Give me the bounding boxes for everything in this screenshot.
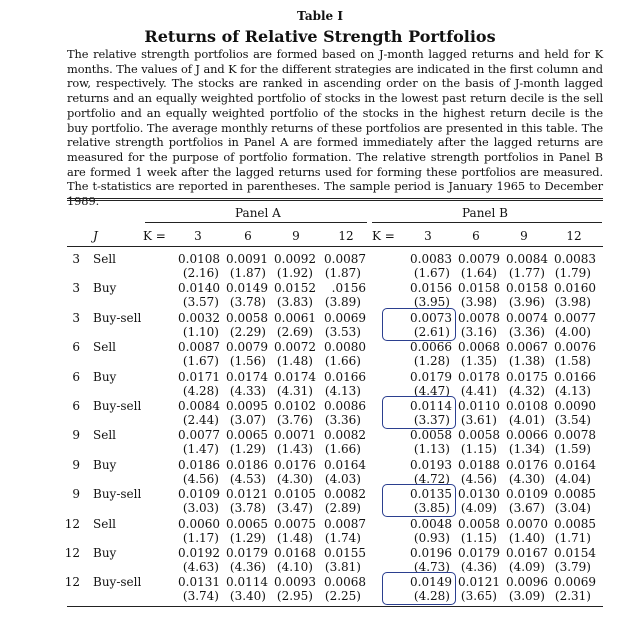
bottom-rule [67, 606, 603, 607]
t-stat-cell: (1.15) [460, 530, 497, 545]
t-stat-cell: (4.63) [182, 560, 219, 574]
row-j: 9 [72, 487, 80, 502]
return-cell: 0.0085 [554, 516, 596, 531]
header-k-value: 9 [520, 229, 528, 243]
t-stat-cell: (2.61) [413, 324, 450, 339]
t-stat-cell: (3.89) [324, 295, 361, 310]
t-stat-cell: (4.33) [229, 383, 266, 398]
return-cell: 0.0076 [554, 340, 596, 355]
t-stat-cell: (1.28) [413, 354, 450, 369]
return-cell: 0.0179 [458, 546, 500, 560]
return-cell: 0.0102 [274, 399, 316, 413]
return-cell: 0.0154 [554, 546, 596, 560]
t-stat-cell: (3.16) [460, 324, 497, 339]
return-cell: 0.0058 [458, 428, 500, 443]
t-stat-cell: (4.10) [276, 560, 313, 574]
return-cell: 0.0061 [274, 310, 316, 325]
t-stat-cell: (1.15) [460, 442, 497, 457]
return-cell: 0.0068 [324, 575, 366, 590]
return-cell: 0.0082 [324, 428, 366, 443]
t-stat-cell: (3.83) [276, 295, 313, 310]
row-label: Buy-sell [93, 575, 142, 590]
return-cell: 0.0083 [410, 252, 452, 266]
return-cell: 0.0164 [324, 457, 366, 472]
return-cell: 0.0069 [324, 310, 366, 325]
row-j: 12 [64, 546, 80, 560]
t-stat-cell: (3.07) [229, 413, 266, 427]
return-cell: 0.0176 [274, 457, 316, 472]
return-cell: 0.0069 [554, 575, 596, 590]
return-cell: 0.0075 [274, 516, 316, 531]
t-stat-cell: (1.35) [460, 354, 497, 369]
t-stat-cell: (4.36) [229, 560, 266, 574]
row-label: Sell [93, 516, 116, 531]
row-label: Buy [93, 457, 117, 472]
return-cell: 0.0074 [506, 310, 548, 325]
return-cell: 0.0110 [458, 399, 500, 413]
row-j: 6 [72, 369, 80, 384]
t-stat-cell: (3.74) [182, 589, 219, 604]
t-stat-cell: (3.79) [554, 560, 591, 574]
return-cell: 0.0179 [410, 369, 452, 384]
return-cell: 0.0186 [226, 457, 268, 472]
t-stat-cell: (3.36) [324, 413, 361, 427]
return-cell: 0.0073 [410, 310, 452, 325]
return-cell: 0.0096 [506, 575, 548, 590]
return-cell: 0.0196 [410, 546, 452, 560]
return-cell: 0.0155 [324, 546, 366, 560]
return-cell: 0.0082 [324, 487, 366, 502]
t-stat-cell: (3.54) [554, 413, 591, 427]
t-stat-cell: (2.44) [182, 413, 219, 427]
highlight-box [382, 484, 456, 517]
t-stat-cell: (3.95) [413, 295, 450, 310]
return-cell: 0.0048 [410, 516, 452, 531]
return-cell: 0.0167 [506, 546, 548, 560]
return-cell: 0.0121 [226, 487, 268, 502]
t-stat-cell: (4.56) [460, 471, 497, 486]
t-stat-cell: (1.48) [276, 354, 313, 369]
return-cell: 0.0179 [226, 546, 268, 560]
return-cell: 0.0114 [226, 575, 268, 590]
return-cell: 0.0160 [554, 281, 596, 296]
panel-b-label: Panel B [462, 206, 508, 220]
highlight-box [382, 572, 456, 605]
return-cell: 0.0085 [554, 487, 596, 502]
t-stat-cell: (4.28) [182, 383, 219, 398]
t-stat-cell: (1.47) [182, 442, 219, 457]
row-label: Buy-sell [93, 310, 142, 325]
return-cell: 0.0171 [178, 369, 220, 384]
return-cell: 0.0065 [226, 516, 268, 531]
return-cell: 0.0149 [410, 575, 452, 590]
panel-a-rule [145, 222, 367, 223]
return-cell: 0.0092 [274, 252, 316, 266]
return-cell: 0.0109 [178, 487, 220, 502]
t-stat-cell: (1.48) [276, 530, 313, 545]
t-stat-cell: (1.64) [460, 266, 497, 280]
header-k-value: 12 [566, 229, 582, 243]
row-label: Buy [93, 546, 117, 560]
return-cell: 0.0071 [274, 428, 316, 443]
return-cell: 0.0077 [178, 428, 220, 443]
return-cell: 0.0086 [324, 399, 366, 413]
panel-b-rule [372, 222, 602, 223]
t-stat-cell: (4.30) [508, 471, 545, 486]
return-cell: 0.0164 [554, 457, 596, 472]
table-caption: The relative strength portfolios are formed based on J-month lagged returns and held for K months. The values of J and K for the different strategies are indicated in the first column and row, respectively. The stocks are ranked in ascending order on the basis of J-month lagged returns and an equally weighted portfolio of stocks in the lowest past return decile is the sell portfolio and an equally weighted portfolio of the stocks in the highest return decile is the buy portfolio. The average monthly returns of these portfolios are presented in this table. The relative strength portfolios in Panel A are formed immediately after the lagged returns are measured for the purpose of portfolio formation. The relative strength portfolios in Panel B are formed 1 week after the lagged returns used for forming these portfolios are measured. The t-statistics are reported in parentheses. The sample period is January 1965 to December 1989. [67, 47, 603, 209]
return-cell: 0.0108 [506, 399, 548, 413]
t-stat-cell: (4.30) [276, 471, 313, 486]
t-stat-cell: (3.53) [324, 324, 361, 339]
return-cell: 0.0140 [178, 281, 220, 296]
t-stat-cell: (1.87) [229, 266, 266, 280]
return-cell: 0.0156 [410, 281, 452, 296]
row-j: 9 [72, 428, 80, 443]
row-j: 3 [72, 252, 80, 266]
t-stat-cell: (4.56) [182, 471, 219, 486]
return-cell: 0.0058 [226, 310, 268, 325]
return-cell: 0.0108 [178, 252, 220, 266]
t-stat-cell: (1.92) [276, 266, 313, 280]
t-stat-cell: (4.01) [508, 413, 545, 427]
return-cell: 0.0166 [324, 369, 366, 384]
t-stat-cell: (4.09) [460, 501, 497, 516]
return-cell: 0.0058 [458, 516, 500, 531]
t-stat-cell: (2.29) [229, 324, 266, 339]
t-stat-cell: (3.37) [413, 413, 450, 427]
t-stat-cell: (2.31) [554, 589, 591, 604]
row-j: 12 [64, 575, 80, 590]
row-j: 3 [72, 281, 80, 296]
t-stat-cell: (4.09) [508, 560, 545, 574]
return-cell: 0.0152 [274, 281, 316, 296]
return-cell: 0.0079 [226, 340, 268, 355]
return-cell: 0.0131 [178, 575, 220, 590]
t-stat-cell: (4.28) [413, 589, 450, 604]
header-k-value: 6 [244, 229, 252, 243]
return-cell: 0.0060 [178, 516, 220, 531]
t-stat-cell: (3.36) [508, 324, 545, 339]
return-cell: 0.0105 [274, 487, 316, 502]
t-stat-cell: (3.98) [554, 295, 591, 310]
t-stat-cell: (4.13) [324, 383, 361, 398]
t-stat-cell: (3.09) [508, 589, 545, 604]
t-stat-cell: (1.59) [554, 442, 591, 457]
t-stat-cell: (1.67) [413, 266, 450, 280]
return-cell: 0.0078 [554, 428, 596, 443]
t-stat-cell: (3.47) [276, 501, 313, 516]
t-stat-cell: (1.74) [324, 530, 361, 545]
return-cell: 0.0130 [458, 487, 500, 502]
header-k-value: 6 [472, 229, 480, 243]
t-stat-cell: (1.67) [182, 354, 219, 369]
t-stat-cell: (1.17) [182, 530, 219, 545]
return-cell: 0.0079 [458, 252, 500, 266]
t-stat-cell: (4.32) [508, 383, 545, 398]
return-cell: 0.0158 [458, 281, 500, 296]
row-label: Sell [93, 340, 116, 355]
return-cell: 0.0072 [274, 340, 316, 355]
return-cell: 0.0084 [506, 252, 548, 266]
return-cell: 0.0078 [458, 310, 500, 325]
t-stat-cell: (4.04) [554, 471, 591, 486]
return-cell: 0.0192 [178, 546, 220, 560]
t-stat-cell: (3.78) [229, 295, 266, 310]
t-stat-cell: (4.36) [460, 560, 497, 574]
return-cell: 0.0188 [458, 457, 500, 472]
return-cell: 0.0175 [506, 369, 548, 384]
t-stat-cell: (3.61) [460, 413, 497, 427]
row-j: 6 [72, 340, 80, 355]
t-stat-cell: (4.03) [324, 471, 361, 486]
t-stat-cell: (2.89) [324, 501, 361, 516]
row-label: Buy [93, 369, 117, 384]
t-stat-cell: (3.76) [276, 413, 313, 427]
table-number: Table I [297, 9, 343, 23]
row-label: Sell [93, 428, 116, 443]
t-stat-cell: (3.67) [508, 501, 545, 516]
return-cell: 0.0135 [410, 487, 452, 502]
t-stat-cell: (4.41) [460, 383, 497, 398]
t-stat-cell: (4.73) [413, 560, 450, 574]
return-cell: 0.0090 [554, 399, 596, 413]
t-stat-cell: (1.66) [324, 442, 361, 457]
return-cell: 0.0149 [226, 281, 268, 296]
t-stat-cell: (3.85) [413, 501, 450, 516]
t-stat-cell: (1.77) [508, 266, 545, 280]
t-stat-cell: (3.96) [508, 295, 545, 310]
highlight-box [382, 396, 456, 429]
header-k-value: 9 [292, 229, 300, 243]
row-j: 12 [64, 516, 80, 531]
t-stat-cell: (4.53) [229, 471, 266, 486]
return-cell: 0.0066 [506, 428, 548, 443]
t-stat-cell: (1.71) [554, 530, 591, 545]
t-stat-cell: (1.56) [229, 354, 266, 369]
row-label: Buy [93, 281, 117, 296]
t-stat-cell: (1.10) [182, 324, 219, 339]
return-cell: 0.0087 [324, 252, 366, 266]
header-k-value: 3 [194, 229, 202, 243]
return-cell: 0.0080 [324, 340, 366, 355]
return-cell: 0.0070 [506, 516, 548, 531]
header-j: J [93, 229, 98, 243]
t-stat-cell: (4.47) [413, 383, 450, 398]
t-stat-cell: (3.57) [182, 295, 219, 310]
row-label: Buy-sell [93, 487, 142, 502]
return-cell: 0.0032 [178, 310, 220, 325]
t-stat-cell: (3.03) [182, 501, 219, 516]
t-stat-cell: (1.43) [276, 442, 313, 457]
highlight-box [382, 308, 456, 341]
return-cell: 0.0066 [410, 340, 452, 355]
row-j: 3 [72, 310, 80, 325]
header-k-value: 12 [338, 229, 354, 243]
header-k-value: 3 [424, 229, 432, 243]
t-stat-cell: (1.40) [508, 530, 545, 545]
t-stat-cell: (3.81) [324, 560, 361, 574]
t-stat-cell: (3.40) [229, 589, 266, 604]
t-stat-cell: (2.69) [276, 324, 313, 339]
return-cell: 0.0068 [458, 340, 500, 355]
row-label: Sell [93, 252, 116, 266]
return-cell: 0.0093 [274, 575, 316, 590]
return-cell: 0.0174 [226, 369, 268, 384]
t-stat-cell: (4.31) [276, 383, 313, 398]
return-cell: 0.0058 [410, 428, 452, 443]
return-cell: 0.0174 [274, 369, 316, 384]
return-cell: 0.0193 [410, 457, 452, 472]
return-cell: .0156 [331, 281, 366, 296]
t-stat-cell: (0.93) [413, 530, 450, 545]
return-cell: 0.0067 [506, 340, 548, 355]
t-stat-cell: (1.87) [324, 266, 361, 280]
top-rule-double [67, 200, 603, 201]
return-cell: 0.0114 [410, 399, 452, 413]
t-stat-cell: (2.95) [276, 589, 313, 604]
t-stat-cell: (4.00) [554, 324, 591, 339]
return-cell: 0.0176 [506, 457, 548, 472]
return-cell: 0.0087 [178, 340, 220, 355]
return-cell: 0.0083 [554, 252, 596, 266]
return-cell: 0.0158 [506, 281, 548, 296]
return-cell: 0.0091 [226, 252, 268, 266]
t-stat-cell: (1.38) [508, 354, 545, 369]
t-stat-cell: (1.58) [554, 354, 591, 369]
header-k-a: K = [143, 229, 166, 243]
t-stat-cell: (1.29) [229, 530, 266, 545]
t-stat-cell: (1.29) [229, 442, 266, 457]
return-cell: 0.0077 [554, 310, 596, 325]
t-stat-cell: (1.13) [413, 442, 450, 457]
t-stat-cell: (1.34) [508, 442, 545, 457]
t-stat-cell: (4.13) [554, 383, 591, 398]
t-stat-cell: (3.04) [554, 501, 591, 516]
return-cell: 0.0095 [226, 399, 268, 413]
header-k-b: K = [372, 229, 395, 243]
return-cell: 0.0087 [324, 516, 366, 531]
row-j: 6 [72, 399, 80, 413]
t-stat-cell: (2.25) [324, 589, 361, 604]
t-stat-cell: (4.72) [413, 471, 450, 486]
t-stat-cell: (1.66) [324, 354, 361, 369]
return-cell: 0.0121 [458, 575, 500, 590]
header-rule [67, 246, 603, 247]
panel-a-label: Panel A [235, 206, 281, 220]
return-cell: 0.0186 [178, 457, 220, 472]
t-stat-cell: (3.78) [229, 501, 266, 516]
return-cell: 0.0109 [506, 487, 548, 502]
t-stat-cell: (2.16) [182, 266, 219, 280]
t-stat-cell: (3.98) [460, 295, 497, 310]
row-j: 9 [72, 457, 80, 472]
t-stat-cell: (3.65) [460, 589, 497, 604]
table-title: Returns of Relative Strength Portfolios [144, 27, 496, 46]
return-cell: 0.0084 [178, 399, 220, 413]
return-cell: 0.0166 [554, 369, 596, 384]
return-cell: 0.0065 [226, 428, 268, 443]
t-stat-cell: (1.79) [554, 266, 591, 280]
row-label: Buy-sell [93, 399, 142, 413]
return-cell: 0.0178 [458, 369, 500, 384]
return-cell: 0.0168 [274, 546, 316, 560]
